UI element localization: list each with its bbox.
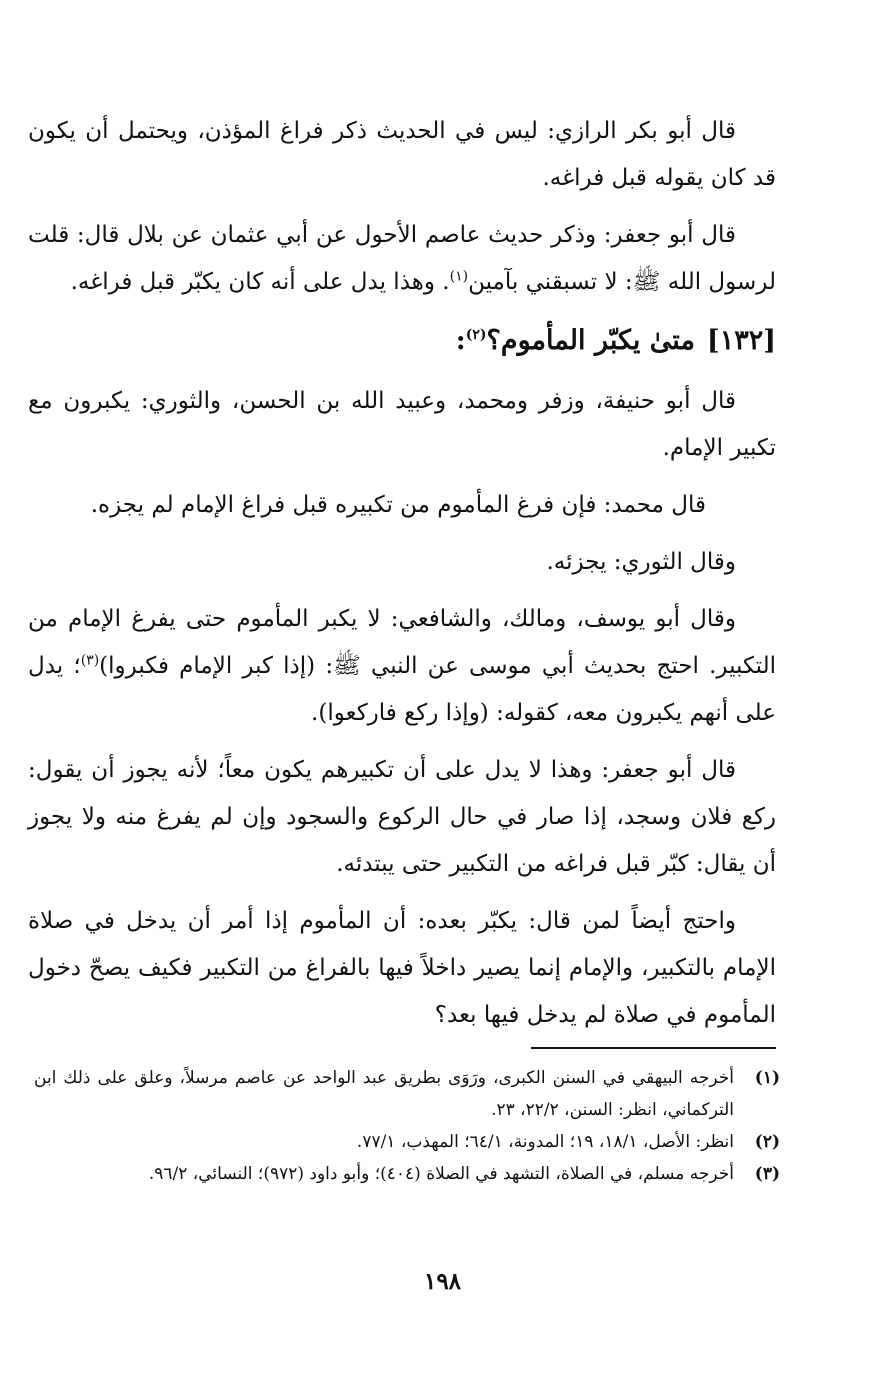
footnote-3 bbox=[34, 1158, 780, 1190]
paragraph-text: ؛ يدل على أنهم يكبرون معه، كقوله: (وإذا ركع فاركعوا). bbox=[28, 653, 776, 726]
section-heading bbox=[28, 316, 776, 366]
paragraph-thawri: وقال الثوري: يجزئه. bbox=[546, 549, 736, 575]
paragraph-text: قال أبو جعفر: وذكر حديث عاصم الأحول عن أبي عثمان عن بلال قال: قلت لرسول الله ﷺ: لا تسبقني بآمين bbox=[28, 222, 776, 295]
footnote-ref-2[interactable]: (٢) bbox=[465, 327, 487, 343]
footnote-2 bbox=[34, 1126, 780, 1158]
footnote-1 bbox=[34, 1062, 780, 1126]
footnote-ref-1[interactable]: (١) bbox=[449, 268, 469, 285]
page-number: ١٩٨ bbox=[423, 1268, 462, 1295]
footnote-mark: (٣) bbox=[754, 1164, 780, 1184]
paragraph-abu-jafar-reply: قال أبو جعفر: وهذا لا يدل على أن تكبيرهم يكون معاً؛ لأنه يجوز أن يقول: ركع فلان وسجد، إذا صار في حال الركوع والسجود وإن لم يفرغ منه ولا يجوز أن يقال: كبّر قبل فراغه من التكبير حتى يبتدئه. bbox=[28, 757, 776, 877]
footnote-text: أخرجه مسلم، في الصلاة، التشهد في الصلاة (٤٠٤)؛ وأبو داود (٩٧٢)؛ النسائي، ٩٦/٢. bbox=[148, 1164, 734, 1184]
paragraph-abu-yusuf bbox=[28, 596, 776, 737]
paragraph-counter-argument: واحتج أيضاً لمن قال: يكبّر بعده: أن المأموم إذا أمر أن يدخل في صلاة الإمام بالتكبير، والإمام إنما يصير داخلاً فيها بالفراغ من التكبير فكيف يصحّ دخول المأموم في صلاة لم يدخل فيها بعد؟ bbox=[28, 908, 776, 1028]
main-text bbox=[28, 108, 776, 1049]
footnote-text: انظر: الأصل، ١٨/١، ١٩؛ المدونة، ٦٤/١؛ المهذب، ٧٧/١. bbox=[356, 1132, 734, 1152]
footnote-divider bbox=[531, 1047, 776, 1049]
paragraph-muhammad: قال محمد: فإن فرغ المأموم من تكبيره قبل فراغ الإمام لم يجزه. bbox=[90, 492, 706, 518]
section-title: متىٰ يكبّر المأموم؟ bbox=[486, 325, 695, 356]
paragraph-text: . وهذا يدل على أنه كان يكبّر قبل فراغه. bbox=[70, 269, 450, 295]
footnote-mark: (٢) bbox=[754, 1132, 780, 1152]
heading-suffix: : bbox=[455, 325, 466, 356]
paragraph-bilal-hadith bbox=[28, 212, 776, 306]
paragraph-razi: قال أبو بكر الرازي: ليس في الحديث ذكر فراغ المؤذن، ويحتمل أن يكون قد كان يقوله قبل فراغه. bbox=[28, 118, 776, 191]
paragraph-abu-hanifa: قال أبو حنيفة، وزفر ومحمد، وعبيد الله بن الحسن، والثوري: يكبرون مع تكبير الإمام. bbox=[28, 388, 776, 461]
section-number: [١٣٢] bbox=[706, 325, 776, 356]
footnote-text: أخرجه البيهقي في السنن الكبرى، ورَوَى بطريق عبد الواحد عن عاصم مرسلاً، وعلق على ذلك ابن التركماني، انظر: السنن، ٢٢/٢، ٢٣. bbox=[34, 1068, 734, 1120]
paragraph-text: وقال أبو يوسف، ومالك، والشافعي: لا يكبر المأموم حتى يفرغ الإمام من التكبير. احتج بحديث أبي موسى عن النبي ﷺ: (إذا كبر الإمام فكبروا) bbox=[28, 606, 776, 679]
footnotes bbox=[34, 1062, 780, 1190]
footnote-ref-3[interactable]: (٣) bbox=[80, 652, 100, 669]
footnote-mark: (١) bbox=[754, 1068, 780, 1088]
